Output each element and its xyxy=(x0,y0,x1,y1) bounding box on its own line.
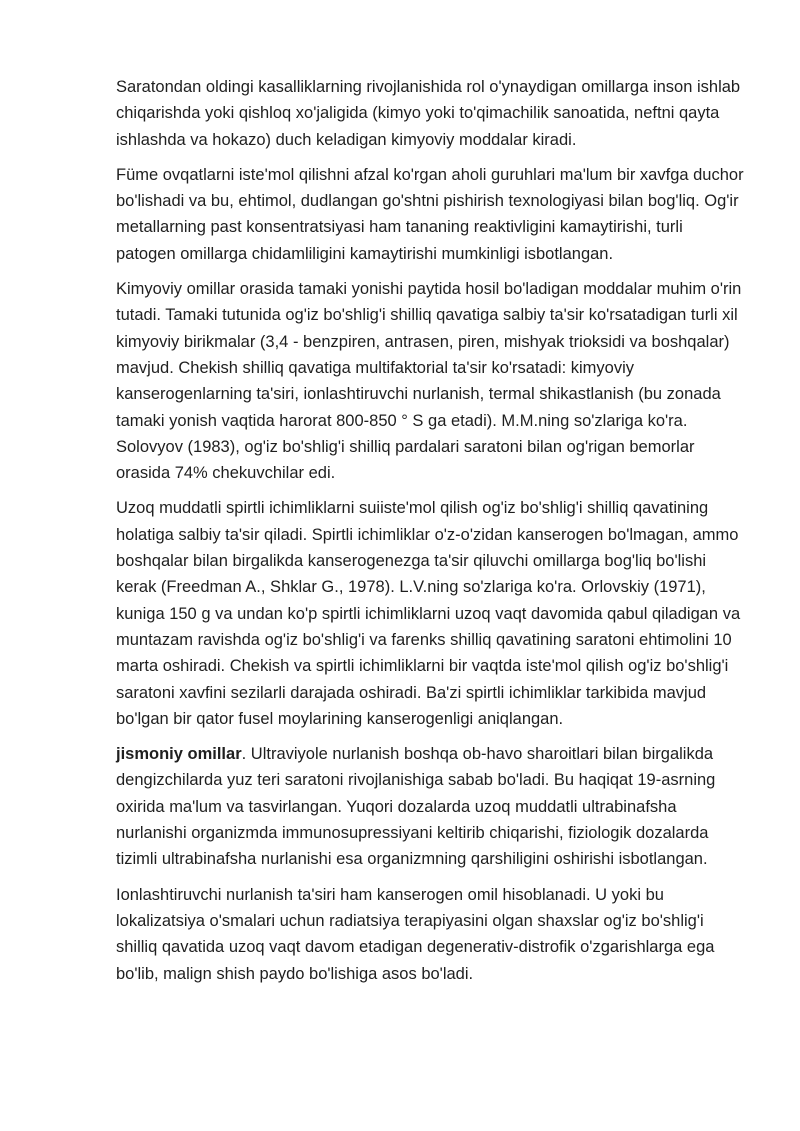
paragraph-physical-factors xyxy=(116,741,746,872)
paragraph-chemical-exposure: Saratondan oldingi kasalliklarning rivojlanishida rol o'ynaydigan omillarga inson ishlab chiqarishda yoki qishloq xo'jaligida (kimyo yoki to'qimachilik sanoatida, neftni qayta ishlashda va hokazo) duch keladigan kimyoviy moddalar kiradi. xyxy=(116,78,741,149)
physical-factors-text: . Ultraviyole nurlanish boshqa ob-havo sharoitlari bilan birgalikda dengizchilarda yuz teri saratoni rivojlanishiga sabab bo'ladi. Bu haqiqat 19-asrning oxirida ma'lum va tasvirlangan. Yuqori dozalarda uzoq muddatli ultrabinafsha nurlanishi organizmda immunosupressiyani keltirib chiqarishi, fiziologik dozalarda tizimli ultrabinafsha nurlanishi esa organizmning qarshiligini oshirishi isbotlangan. xyxy=(116,745,716,869)
document-page xyxy=(116,74,746,996)
paragraph-alcohol: Uzoq muddatli spirtli ichimliklarni suiiste'mol qilish og'iz bo'shlig'i shilliq qavatining holatiga salbiy ta'sir qiladi. Spirtli ichimliklar o'z-o'zidan kanserogen bo'lmagan, ammo boshqalar bilan birgalikda kanserogenezga ta'sir qiluvchi omillarga bog'liq bo'lishi kerak (Freedman A., Shklar G., 1978). L.V.ning so'zlariga ko'ra. Orlovskiy (1971), kuniga 150 g va undan ko'p spirtli ichimliklarni uzoq vaqt davomida qabul qiladigan va muntazam ravishda og'iz bo'shlig'i va farenks shilliq qavatining saratoni ehtimolini 10 marta oshiradi. Chekish va spirtli ichimliklarni bir vaqtda iste'mol qilish og'iz bo'shlig'i saratoni xavfini sezilarli darajada oshiradi. Ba'zi spirtli ichimliklar tarkibida mavjud bo'lgan bir qator fusel moylarining kanserogenligi aniqlangan. xyxy=(116,499,741,728)
paragraph-ionizing-radiation: Ionlashtiruvchi nurlanish ta'siri ham kanserogen omil hisoblanadi. U yoki bu lokalizatsiya o'smalari uchun radiatsiya terapiyasini olgan shaxslar og'iz bo'shlig'i shilliq qavatida uzoq vaqt davom etadigan degenerativ-distrofik o'zgarishlarga ega bo'lib, malign shish paydo bo'lishiga asos bo'ladi. xyxy=(116,885,715,983)
paragraph-tobacco: Kimyoviy omillar orasida tamaki yonishi paytida hosil bo'ladigan moddalar muhim o'rin tutadi. Tamaki tutunida og'iz bo'shlig'i shilliq qavatiga salbiy ta'sir ko'rsatadigan turli xil kimyoviy birikmalar (3,4 - benzpiren, antrasen, piren, mishyak trioksidi va boshqalar) mavjud. Chekish shilliq qavatiga multifaktorial ta'sir ko'rsatadi: kimyoviy kanserogenlarning ta'siri, ionlashtiruvchi nurlanish, termal shikastlanish (bu zonada tamaki yonish vaqtida harorat 800-850 ° S ga etadi). M.M.ning so'zlariga ko'ra. Solovyov (1983), og'iz bo'shlig'i shilliq pardalari saratoni bilan og'rigan bemorlar orasida 74% chekuvchilar edi. xyxy=(116,280,742,483)
physical-factors-heading: jismoniy omillar xyxy=(116,745,242,764)
paragraph-smoked-food: Füme ovqatlarni iste'mol qilishni afzal ko'rgan aholi guruhlari ma'lum bir xavfga duchor bo'lishadi va bu, ehtimol, dudlangan go'shtni pishirish texnologiyasi bilan bog'liq. Og'ir metallarning past konsentratsiyasi ham tananing reaktivligini kamaytirishi, turli patogen omillarga chidamliligini kamaytirishi mumkinligi isbotlangan. xyxy=(116,165,744,263)
